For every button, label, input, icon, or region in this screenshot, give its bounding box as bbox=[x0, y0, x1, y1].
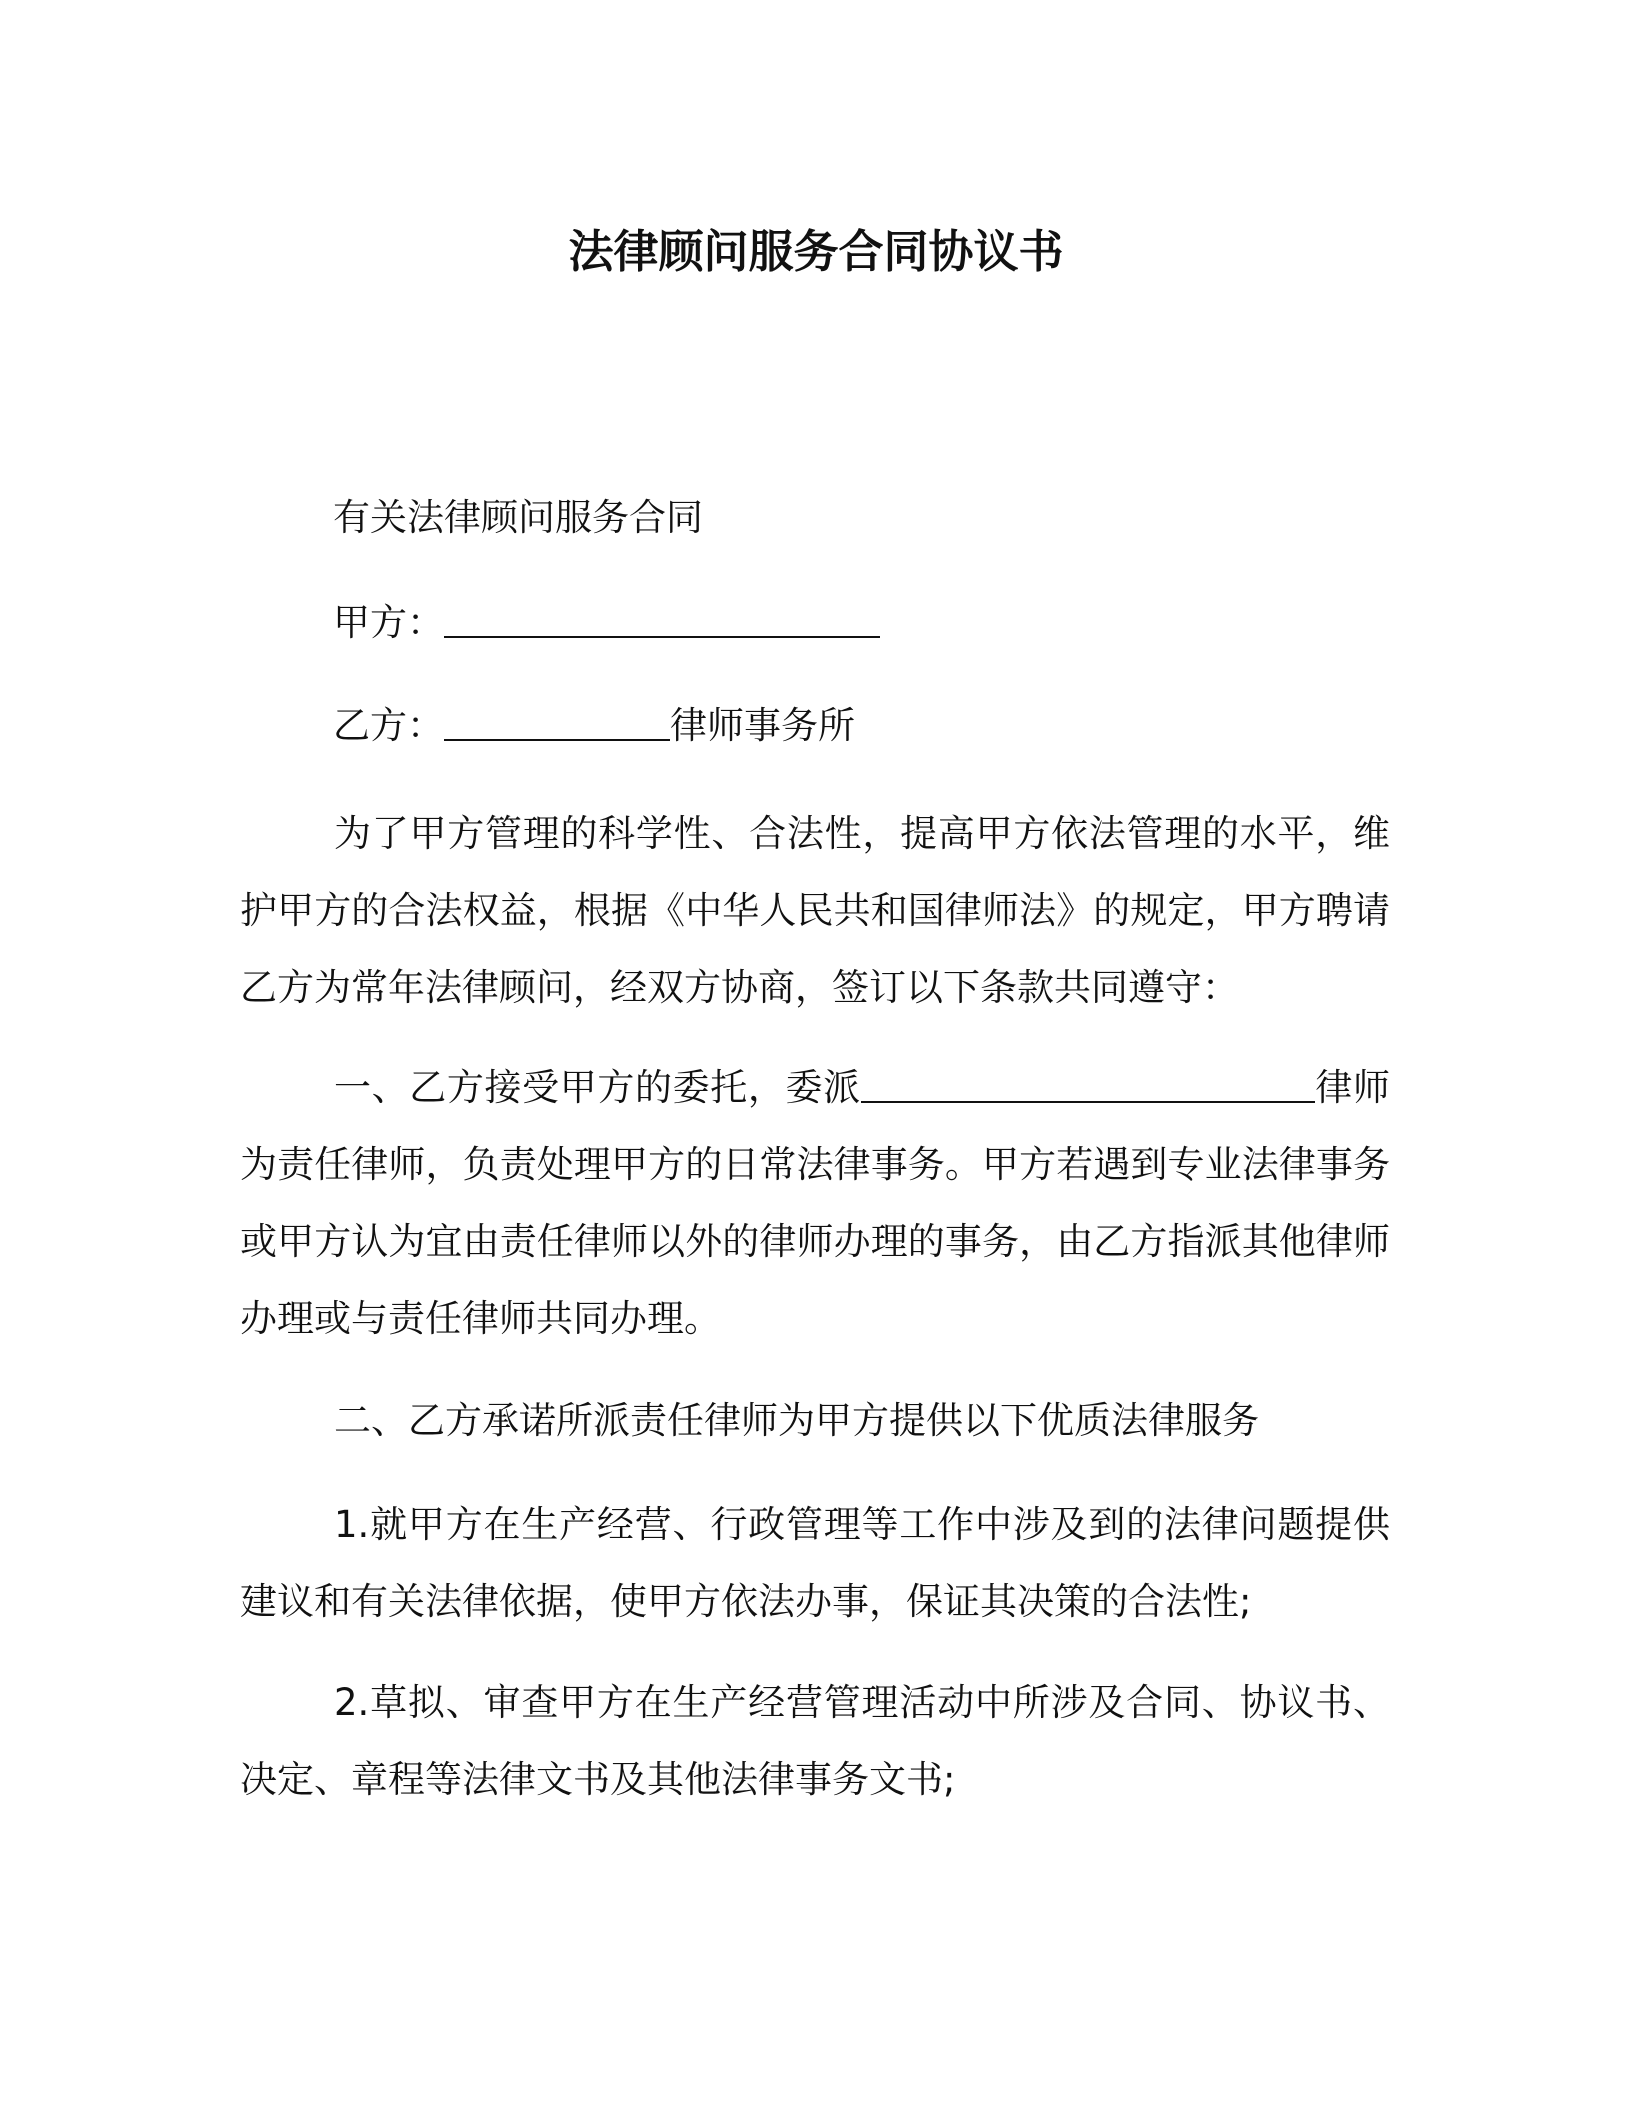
party-a-line bbox=[333, 598, 880, 648]
clause-1-paragraph bbox=[240, 1049, 1390, 1357]
clause-1-blank bbox=[861, 1064, 1315, 1103]
party-b-blank bbox=[444, 702, 670, 741]
document-subtitle: 有关法律顾问服务合同 bbox=[333, 496, 703, 539]
document-title: 法律顾问服务合同协议书 bbox=[568, 225, 1064, 278]
preamble-paragraph: 为了甲方管理的科学性、合法性，提高甲方依法管理的水平，维护甲方的合法权益，根据《中华人民共和国律师法》的规定，甲方聘请乙方为常年法律顾问，经双方协商，签订以下条款共同遵守： bbox=[240, 812, 1390, 1009]
clause-1-after: 律师为责任律师，负责处理甲方的日常法律事务。甲方若遇到专业法律事务或甲方认为宜由责任律师以外的律师办理的事务，由乙方指派其他律师办理或与责任律师共同办理。 bbox=[240, 1066, 1390, 1340]
clause-2-heading: 二、乙方承诺所派责任律师为甲方提供以下优质法律服务 bbox=[334, 1399, 1259, 1442]
party-b-label: 乙方： bbox=[333, 704, 444, 747]
clause-2-item-1: 1.就甲方在生产经营、行政管理等工作中涉及到的法律问题提供建议和有关法律依据，使甲方依法办事，保证其决策的合法性; bbox=[240, 1503, 1390, 1623]
party-b-line bbox=[333, 701, 855, 751]
clause-1-before: 一、乙方接受甲方的委托，委派 bbox=[334, 1066, 861, 1109]
clause-2-item-2: 2.草拟、审查甲方在生产经营管理活动中所涉及合同、协议书、决定、章程等法律文书及其他法律事务文书; bbox=[240, 1681, 1390, 1801]
party-b-suffix: 律师事务所 bbox=[670, 704, 855, 747]
party-a-label: 甲方： bbox=[333, 601, 444, 644]
party-a-blank bbox=[444, 599, 880, 638]
